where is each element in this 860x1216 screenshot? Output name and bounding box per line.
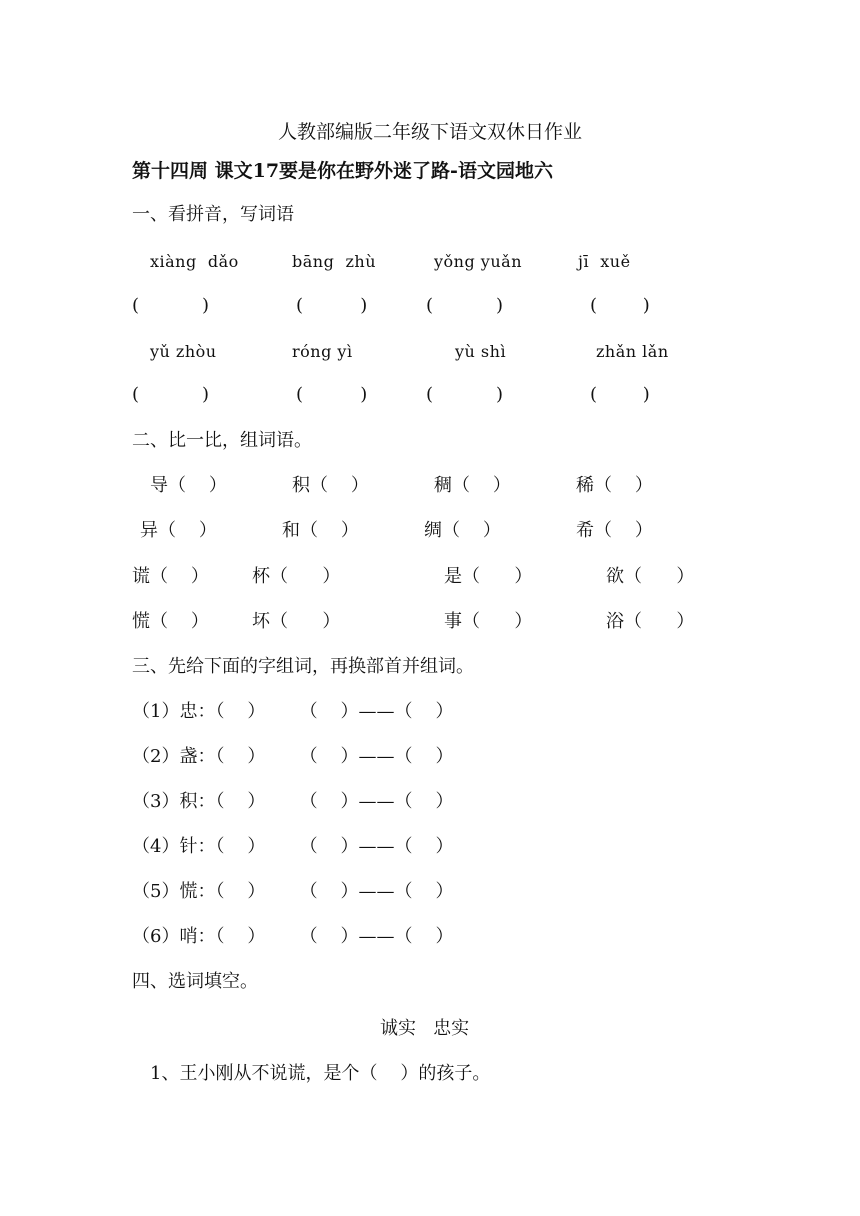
compare-1-3[interactable]: 稠（ ）: [434, 475, 511, 496]
pinyin-1-1: xiàng dǎo: [150, 252, 239, 271]
radical-item-4[interactable]: （4）针：（ ） （ ）——（ ）: [132, 836, 454, 857]
radical-item-3[interactable]: （3）积：（ ） （ ）——（ ）: [132, 791, 454, 812]
compare-4-3[interactable]: 事（ ）: [444, 611, 533, 632]
answer-bracket-1-1[interactable]: ( ): [132, 295, 209, 316]
compare-2-3[interactable]: 绸（ ）: [424, 520, 501, 541]
answer-bracket-1-4[interactable]: ( ): [590, 295, 650, 316]
compare-1-2[interactable]: 积（ ）: [292, 475, 369, 496]
pinyin-2-4: zhǎn lǎn: [596, 342, 669, 361]
answer-bracket-1-2[interactable]: ( ): [296, 295, 368, 316]
compare-2-2[interactable]: 和（ ）: [282, 520, 359, 541]
radical-item-6[interactable]: （6）哨：（ ） （ ）——（ ）: [132, 926, 454, 947]
radical-item-1[interactable]: （1）忠：（ ） （ ）——（ ）: [132, 701, 454, 722]
pinyin-2-2: róng yì: [292, 342, 353, 361]
pinyin-2-1: yǔ zhòu: [150, 342, 217, 361]
compare-3-1[interactable]: 谎（ ）: [132, 566, 209, 587]
compare-3-2[interactable]: 杯（ ）: [252, 566, 341, 587]
compare-4-1[interactable]: 慌（ ）: [132, 611, 209, 632]
compare-3-3[interactable]: 是（ ）: [444, 566, 533, 587]
answer-bracket-1-3[interactable]: ( ): [426, 295, 503, 316]
section4-heading: 四、选词填空。: [132, 971, 258, 992]
compare-4-2[interactable]: 坏（ ）: [252, 611, 341, 632]
answer-bracket-2-3[interactable]: ( ): [426, 384, 503, 405]
word-options: 诚实 忠实: [380, 1018, 470, 1039]
page-subtitle: 第十四周 课文17要是你在野外迷了路-语文园地六: [132, 160, 553, 182]
compare-3-4[interactable]: 欲（ ）: [606, 566, 695, 587]
section3-heading: 三、先给下面的字组词，再换部首并组词。: [132, 656, 474, 677]
compare-2-4[interactable]: 希（ ）: [576, 520, 653, 541]
fill-question-1[interactable]: 1、王小刚从不说谎，是个（ ）的孩子。: [150, 1063, 491, 1084]
answer-bracket-2-4[interactable]: ( ): [590, 384, 650, 405]
pinyin-2-3: yù shì: [455, 342, 507, 361]
page-title: 人教部编版二年级下语文双休日作业: [277, 121, 582, 143]
answer-bracket-2-1[interactable]: ( ): [132, 384, 209, 405]
pinyin-1-4: jī xuě: [578, 252, 631, 271]
compare-1-1[interactable]: 导（ ）: [150, 475, 227, 496]
radical-item-2[interactable]: （2）盏：（ ） （ ）——（ ）: [132, 746, 454, 767]
compare-4-4[interactable]: 浴（ ）: [606, 611, 695, 632]
pinyin-1-3: yǒng yuǎn: [434, 252, 522, 271]
compare-1-4[interactable]: 稀（ ）: [576, 475, 653, 496]
radical-item-5[interactable]: （5）慌：（ ） （ ）——（ ）: [132, 881, 454, 902]
section2-heading: 二、比一比，组词语。: [132, 430, 312, 451]
section1-heading: 一、看拼音，写词语: [132, 204, 294, 225]
pinyin-1-2: bāng zhù: [292, 252, 377, 271]
compare-2-1[interactable]: 异（ ）: [140, 520, 217, 541]
answer-bracket-2-2[interactable]: ( ): [296, 384, 368, 405]
